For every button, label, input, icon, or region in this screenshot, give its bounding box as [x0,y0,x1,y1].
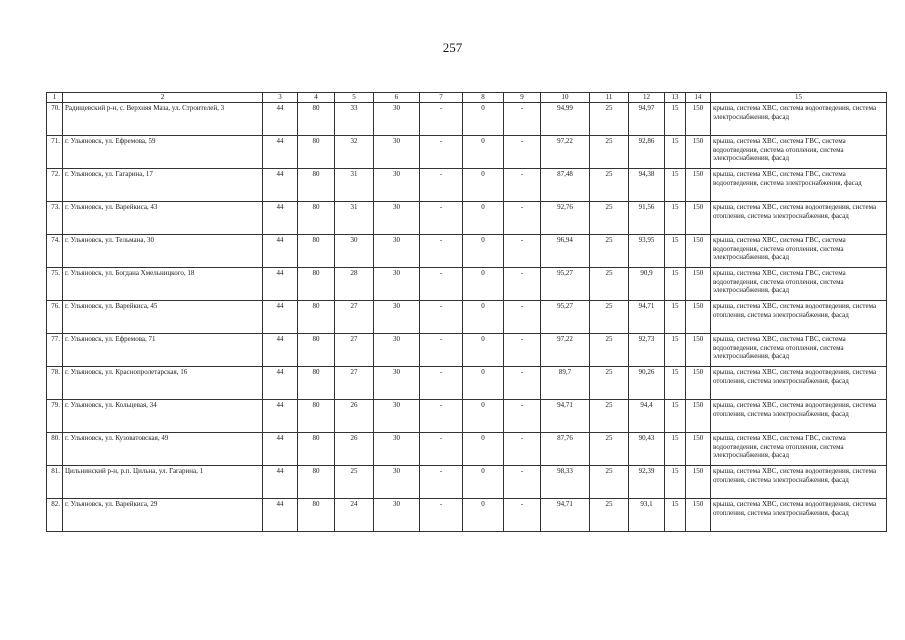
cell-address: г. Ульяновск, ул. Ефремова, 59 [63,135,263,168]
cell-works: крыша, система ХВС, система водоотведения, система отопления, система электроснабжения, фасад [711,300,887,333]
cell-c9: - [504,498,541,531]
table-row [47,267,887,300]
cell-c12: 93,95 [629,234,665,267]
cell-num: 79. [47,399,63,432]
cell-c10: 97,22 [541,333,590,366]
cell-address: г. Ульяновск, ул. Кузоватовская, 49 [63,432,263,465]
cell-c9: - [504,300,541,333]
cell-works: крыша, система ХВС, система водоотведения, система отопления, система электроснабжения, фасад [711,366,887,399]
cell-c10: 94,99 [541,102,590,135]
cell-c6: 30 [374,498,420,531]
cell-c9: - [504,465,541,498]
cell-c7: - [420,234,463,267]
cell-c8: 0 [463,333,504,366]
cell-c12: 90,43 [629,432,665,465]
cell-c8: 0 [463,465,504,498]
cell-c7: - [420,201,463,234]
cell-c14: 150 [686,366,711,399]
table-row [47,498,887,531]
cell-c12: 94,71 [629,300,665,333]
header-cell-2: 2 [63,93,263,103]
cell-c4: 80 [298,465,335,498]
cell-c12: 94,97 [629,102,665,135]
cell-works: крыша, система ХВС, система ГВС, система водоотведения, система электроснабжения, фасад [711,168,887,201]
cell-c5: 31 [335,168,374,201]
cell-c12: 94,4 [629,399,665,432]
cell-c4: 80 [298,432,335,465]
cell-c13: 15 [665,465,686,498]
header-cell-12: 12 [629,93,665,103]
cell-num: 74. [47,234,63,267]
cell-c10: 87,76 [541,432,590,465]
cell-c7: - [420,267,463,300]
header-cell-4: 4 [298,93,335,103]
cell-num: 76. [47,300,63,333]
cell-works: крыша, система ХВС, система ГВС, система водоотведения, система отопления, система электроснабжения, фасад [711,333,887,366]
cell-c6: 30 [374,399,420,432]
cell-c14: 150 [686,135,711,168]
cell-c7: - [420,498,463,531]
header-cell-8: 8 [463,93,504,103]
cell-c10: 98,33 [541,465,590,498]
cell-c8: 0 [463,135,504,168]
cell-address: г. Ульяновск, ул. Варейкиса, 45 [63,300,263,333]
cell-c11: 25 [590,498,629,531]
capital-repair-table [46,92,887,532]
page-number: 257 [442,40,463,55]
cell-c10: 96,94 [541,234,590,267]
cell-c6: 30 [374,465,420,498]
cell-c12: 90,26 [629,366,665,399]
cell-c5: 33 [335,102,374,135]
cell-c8: 0 [463,201,504,234]
header-cell-13: 13 [665,93,686,103]
cell-c10: 97,22 [541,135,590,168]
cell-c3: 44 [263,300,298,333]
table-row [47,201,887,234]
table-row [47,399,887,432]
table-row [47,234,887,267]
cell-c12: 94,38 [629,168,665,201]
cell-c14: 150 [686,432,711,465]
cell-c13: 15 [665,432,686,465]
cell-c7: - [420,399,463,432]
cell-address: Цильнинский р-н, р.п. Цильна, ул. Гагарина, 1 [63,465,263,498]
cell-c13: 15 [665,498,686,531]
cell-num: 72. [47,168,63,201]
cell-c6: 30 [374,168,420,201]
cell-num: 77. [47,333,63,366]
cell-c11: 25 [590,201,629,234]
cell-c11: 25 [590,234,629,267]
cell-c9: - [504,201,541,234]
cell-address: г. Ульяновск, ул. Варейкиса, 29 [63,498,263,531]
cell-c6: 30 [374,135,420,168]
cell-c8: 0 [463,234,504,267]
cell-c9: - [504,102,541,135]
cell-c11: 25 [590,168,629,201]
cell-c10: 89,7 [541,366,590,399]
cell-works: крыша, система ХВС, система ГВС, система водоотведения, система отопления, система электроснабжения, фасад [711,234,887,267]
cell-c4: 80 [298,267,335,300]
table-row [47,102,887,135]
cell-c6: 30 [374,102,420,135]
cell-address: г. Ульяновск, ул. Тельмана, 30 [63,234,263,267]
header-cell-11: 11 [590,93,629,103]
cell-c7: - [420,102,463,135]
cell-c11: 25 [590,267,629,300]
cell-c5: 28 [335,267,374,300]
cell-num: 82. [47,498,63,531]
cell-c9: - [504,432,541,465]
cell-c13: 15 [665,234,686,267]
cell-c5: 26 [335,432,374,465]
cell-address: г. Ульяновск, ул. Богдана Хмельницкого, 18 [63,267,263,300]
cell-c7: - [420,168,463,201]
cell-address: г. Ульяновск, ул. Краснопролетарская, 16 [63,366,263,399]
cell-c4: 80 [298,234,335,267]
cell-c6: 30 [374,300,420,333]
cell-c14: 150 [686,498,711,531]
cell-c9: - [504,267,541,300]
header-cell-7: 7 [420,93,463,103]
cell-c4: 80 [298,399,335,432]
cell-works: крыша, система ХВС, система водоотведения, система электроснабжения, фасад [711,102,887,135]
table-row [47,366,887,399]
cell-c13: 15 [665,168,686,201]
cell-works: крыша, система ХВС, система ГВС, система водоотведения, система отопления, система электроснабжения, фасад [711,432,887,465]
cell-c14: 150 [686,300,711,333]
cell-c3: 44 [263,432,298,465]
cell-c4: 80 [298,168,335,201]
cell-c8: 0 [463,102,504,135]
cell-c12: 92,86 [629,135,665,168]
table-row [47,465,887,498]
cell-c3: 44 [263,465,298,498]
table-row [47,333,887,366]
cell-c3: 44 [263,234,298,267]
cell-address: г. Ульяновск, ул. Гагарина, 17 [63,168,263,201]
cell-c13: 15 [665,135,686,168]
cell-c5: 32 [335,135,374,168]
header-cell-3: 3 [263,93,298,103]
cell-address: г. Ульяновск, ул. Кольцевая, 34 [63,399,263,432]
table-row [47,135,887,168]
header-cell-10: 10 [541,93,590,103]
cell-c3: 44 [263,366,298,399]
cell-c6: 30 [374,432,420,465]
cell-works: крыша, система ХВС, система водоотведения, система отопления, система электроснабжения, фасад [711,498,887,531]
cell-c7: - [420,333,463,366]
cell-c4: 80 [298,300,335,333]
cell-c6: 30 [374,366,420,399]
cell-c10: 94,71 [541,498,590,531]
cell-c5: 30 [335,234,374,267]
header-row [47,93,887,103]
cell-works: крыша, система ХВС, система ГВС, система водоотведения, система отопления, система электроснабжения, фасад [711,135,887,168]
cell-num: 71. [47,135,63,168]
cell-c5: 27 [335,333,374,366]
cell-c10: 87,48 [541,168,590,201]
cell-c14: 150 [686,267,711,300]
cell-num: 75. [47,267,63,300]
cell-num: 73. [47,201,63,234]
cell-c11: 25 [590,102,629,135]
cell-c14: 150 [686,399,711,432]
cell-c11: 25 [590,135,629,168]
cell-c3: 44 [263,135,298,168]
cell-c4: 80 [298,333,335,366]
header-cell-9: 9 [504,93,541,103]
header-cell-6: 6 [374,93,420,103]
cell-c3: 44 [263,399,298,432]
cell-c9: - [504,399,541,432]
cell-c5: 31 [335,201,374,234]
cell-c8: 0 [463,432,504,465]
cell-num: 70. [47,102,63,135]
cell-c10: 95,27 [541,300,590,333]
header-cell-5: 5 [335,93,374,103]
cell-address: г. Ульяновск, ул. Ефремова, 71 [63,333,263,366]
cell-c4: 80 [298,366,335,399]
cell-address: Радищевский р-н, с. Верхняя Маза, ул. Строителей, 3 [63,102,263,135]
cell-works: крыша, система ХВС, система водоотведения, система отопления, система электроснабжения, фасад [711,201,887,234]
cell-c14: 150 [686,168,711,201]
cell-c8: 0 [463,399,504,432]
cell-c3: 44 [263,201,298,234]
cell-c9: - [504,135,541,168]
cell-c10: 92,76 [541,201,590,234]
cell-works: крыша, система ХВС, система водоотведения, система отопления, система электроснабжения, фасад [711,465,887,498]
cell-c14: 150 [686,201,711,234]
cell-address: г. Ульяновск, ул. Варейкиса, 43 [63,201,263,234]
header-cell-1: 1 [47,93,63,103]
cell-c13: 15 [665,399,686,432]
cell-c13: 15 [665,366,686,399]
cell-num: 80. [47,432,63,465]
cell-c10: 95,27 [541,267,590,300]
cell-c3: 44 [263,168,298,201]
cell-c5: 26 [335,399,374,432]
cell-c5: 27 [335,300,374,333]
cell-c11: 25 [590,333,629,366]
cell-c6: 30 [374,201,420,234]
cell-c13: 15 [665,333,686,366]
header-cell-15: 15 [711,93,887,103]
cell-c5: 25 [335,465,374,498]
cell-c6: 30 [374,267,420,300]
cell-c4: 80 [298,201,335,234]
cell-c9: - [504,168,541,201]
cell-c7: - [420,135,463,168]
cell-c8: 0 [463,267,504,300]
cell-c4: 80 [298,102,335,135]
cell-c8: 0 [463,366,504,399]
cell-c14: 150 [686,102,711,135]
table-row [47,432,887,465]
cell-c4: 80 [298,498,335,531]
cell-c11: 25 [590,366,629,399]
cell-c7: - [420,300,463,333]
cell-c6: 30 [374,333,420,366]
cell-c14: 150 [686,333,711,366]
cell-c13: 15 [665,201,686,234]
cell-c4: 80 [298,135,335,168]
header-cell-14: 14 [686,93,711,103]
cell-num: 81. [47,465,63,498]
cell-num: 78. [47,366,63,399]
cell-c6: 30 [374,234,420,267]
cell-c7: - [420,432,463,465]
cell-c11: 25 [590,432,629,465]
cell-c3: 44 [263,498,298,531]
cell-c3: 44 [263,267,298,300]
cell-c9: - [504,234,541,267]
table-row [47,168,887,201]
cell-c13: 15 [665,267,686,300]
cell-c8: 0 [463,300,504,333]
cell-c12: 90,9 [629,267,665,300]
cell-c11: 25 [590,300,629,333]
cell-c12: 92,39 [629,465,665,498]
cell-c5: 24 [335,498,374,531]
cell-c11: 25 [590,465,629,498]
cell-c9: - [504,333,541,366]
cell-c3: 44 [263,102,298,135]
cell-c8: 0 [463,498,504,531]
cell-c9: - [504,366,541,399]
cell-works: крыша, система ХВС, система водоотведения, система отопления, система электроснабжения, фасад [711,399,887,432]
table-row [47,300,887,333]
cell-c13: 15 [665,102,686,135]
cell-works: крыша, система ХВС, система ГВС, система водоотведения, система отопления, система электроснабжения, фасад [711,267,887,300]
cell-c12: 91,56 [629,201,665,234]
cell-c14: 150 [686,234,711,267]
cell-c5: 27 [335,366,374,399]
cell-c7: - [420,465,463,498]
cell-c13: 15 [665,300,686,333]
cell-c14: 150 [686,465,711,498]
cell-c3: 44 [263,333,298,366]
cell-c12: 92,73 [629,333,665,366]
cell-c12: 93,1 [629,498,665,531]
cell-c11: 25 [590,399,629,432]
cell-c7: - [420,366,463,399]
cell-c8: 0 [463,168,504,201]
cell-c10: 94,71 [541,399,590,432]
